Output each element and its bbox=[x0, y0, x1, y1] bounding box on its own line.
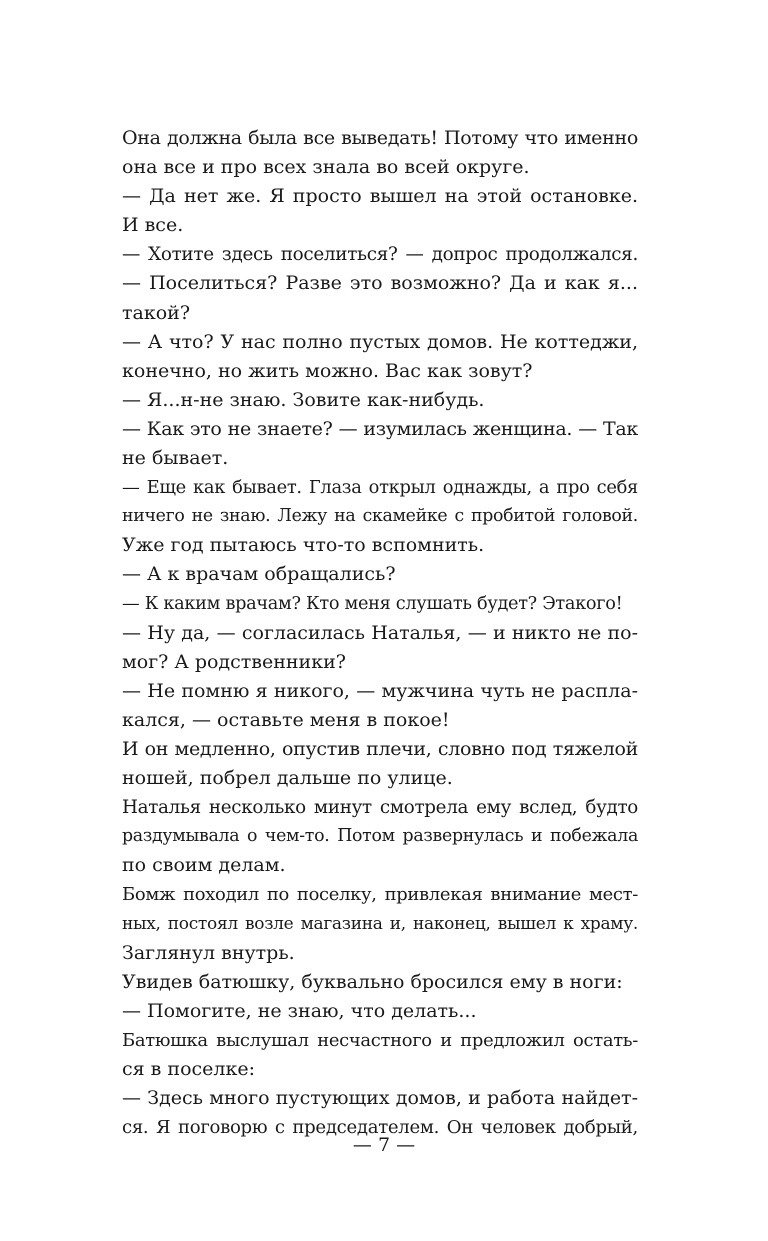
text-line: — Помогите, не знаю, что делать... bbox=[122, 999, 477, 1022]
body-text bbox=[122, 124, 638, 1142]
text-line: — Ну да, — согласилась Наталья, — и никто не по- bbox=[122, 621, 638, 644]
text-line: Уже год пытаюсь что-то вспомнить. bbox=[122, 534, 485, 557]
page-number: — 7 — bbox=[352, 1134, 416, 1156]
text-line: ся в поселке: bbox=[122, 1058, 255, 1080]
text-line: ся. Я поговорю с председателем. Он человек добрый, bbox=[122, 1117, 638, 1139]
text-line: Батюшка выслушал несчастного и предложил остать- bbox=[122, 1029, 638, 1051]
text-line: по своим делам. bbox=[122, 854, 286, 877]
text-line: такой? bbox=[122, 301, 191, 324]
text-line: — А к врачам обращались? bbox=[122, 563, 396, 586]
text-line: — Я...н-не знаю. Зовите как-нибудь. bbox=[122, 388, 485, 411]
text-line: — Хотите здесь поселиться? — допрос продолжался. bbox=[122, 244, 638, 266]
text-line: раздумывала о чем-то. Потом развернулась и побежала bbox=[122, 826, 638, 847]
text-line: она все и про всех знала во всей округе. bbox=[122, 156, 530, 179]
text-line: — Как это не знаете? — изумилась женщина. — Так bbox=[122, 417, 638, 440]
text-line: И он медленно, опустив плечи, словно под тяжелой bbox=[122, 737, 638, 760]
text-line: мог? А родственники? bbox=[122, 650, 346, 673]
text-line: — А что? У нас полно пустых домов. Не коттеджи, bbox=[122, 330, 638, 353]
text-line: не бывает. bbox=[122, 447, 229, 470]
text-line: ношей, побрел дальше по улице. bbox=[122, 767, 453, 790]
text-line: — Не помню я никого, — мужчина чуть не распла- bbox=[122, 679, 638, 702]
text-line: — Да нет же. Я просто вышел на этой остановке. bbox=[122, 185, 638, 208]
text-line: ничего не знаю. Лежу на скамейке с пробитой головой. bbox=[122, 506, 638, 527]
text-line: Заглянул внутрь. bbox=[122, 941, 295, 964]
text-line: Наталья несколько минут смотрела ему вслед, будто bbox=[122, 797, 638, 819]
text-line: — Здесь много пустующих домов, и работа найдет- bbox=[122, 1087, 638, 1110]
text-line: Бомж походил по поселку, привлекая внимание мест- bbox=[122, 884, 638, 906]
text-line: — К каким врачам? Кто меня слушать будет? Этакого! bbox=[122, 593, 623, 614]
text-line: — Еще как бывает. Глаза открыл однажды, а про себя bbox=[122, 477, 638, 499]
text-line: Она должна была все выведать! Потому что именно bbox=[122, 127, 638, 149]
text-line: ных, постоял возле магазина и, наконец, вышел к храму. bbox=[122, 913, 638, 934]
text-line: конечно, но жить можно. Вас как зовут? bbox=[122, 359, 533, 382]
text-line: — Поселиться? Разве это возможно? Да и как я... bbox=[122, 272, 638, 295]
text-line: И все. bbox=[122, 214, 184, 237]
text-line: Увидев батюшку, буквально бросился ему в ноги: bbox=[122, 970, 623, 993]
text-line: кался, — оставьте меня в покое! bbox=[122, 708, 450, 731]
